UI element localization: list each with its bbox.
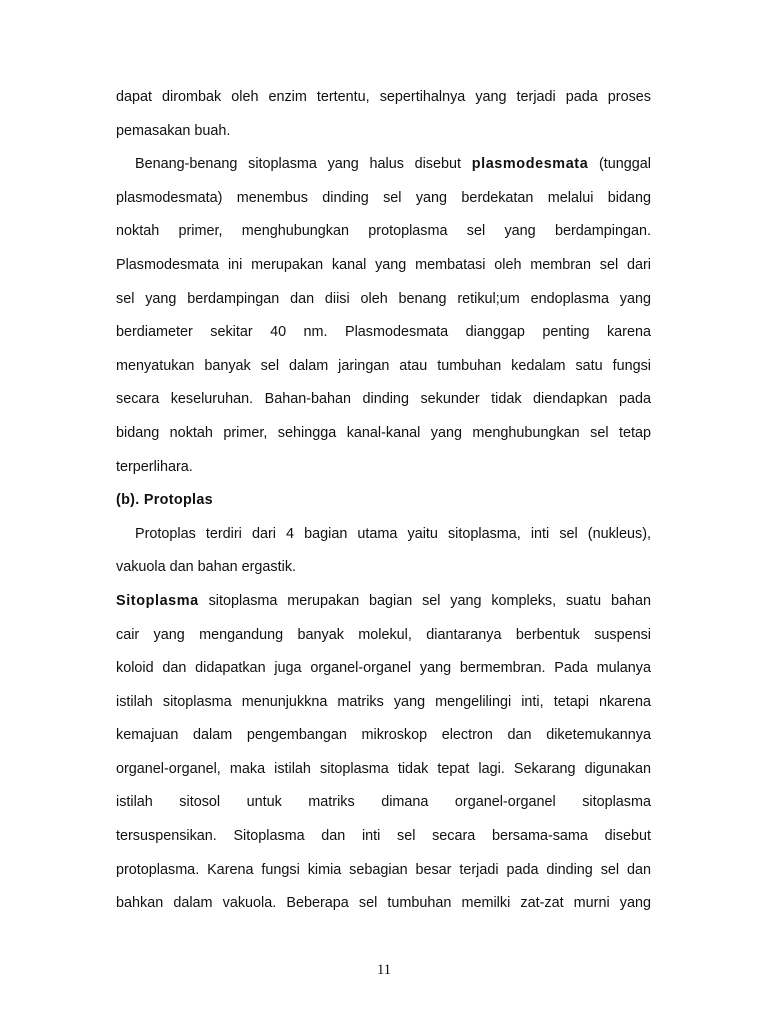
text-line: menyatukan banyak sel dalam jaringan atau tumbuhan kedalam satu fungsi bbox=[116, 357, 651, 374]
text-line: istilah sitoplasma menunjukkna matriks yang mengelilingi inti, tetapi nkarena bbox=[116, 693, 651, 710]
text-line: sel yang berdampingan dan diisi oleh benang retikul;um endoplasma yang bbox=[116, 290, 651, 307]
page-number: 11 bbox=[377, 962, 391, 978]
text-line: noktah primer, menghubungkan protoplasma sel yang berdampingan. bbox=[116, 223, 651, 240]
text-line: protoplasma. Karena fungsi kimia sebagian besar terjadi pada dinding sel dan bbox=[116, 861, 651, 878]
text-line: koloid dan didapatkan juga organel-organel yang bermembran. Pada mulanya bbox=[116, 660, 651, 677]
section-heading: (b). Protoplas bbox=[116, 492, 213, 509]
text-span: sitoplasma merupakan bagian sel yang kompleks, suatu bahan bbox=[208, 592, 651, 609]
text-line: Protoplas terdiri dari 4 bagian utama yaitu sitoplasma, inti sel (nukleus), bbox=[135, 525, 651, 542]
bold-term-sitoplasma: Sitoplasma bbox=[116, 592, 199, 609]
text-line: cair yang mengandung banyak molekul, diantaranya berbentuk suspensi bbox=[116, 626, 651, 643]
text-line: istilah sitosol untuk matriks dimana organel-organel sitoplasma bbox=[116, 794, 651, 811]
text-line: plasmodesmata) menembus dinding sel yang berdekatan melalui bidang bbox=[116, 189, 651, 206]
text-line: dapat dirombak oleh enzim tertentu, sepertihalnya yang terjadi pada proses bbox=[116, 89, 651, 105]
text-line: secara keseluruhan. Bahan-bahan dinding sekunder tidak diendapkan pada bbox=[116, 391, 651, 408]
text-line: bahkan dalam vakuola. Beberapa sel tumbuhan memilki zat-zat murni yang bbox=[116, 895, 651, 912]
text-line: Plasmodesmata ini merupakan kanal yang membatasi oleh membran sel dari bbox=[116, 256, 651, 273]
bold-term-plasmodesmata: plasmodesmata bbox=[471, 156, 589, 173]
text-line bbox=[116, 151, 651, 185]
text-line bbox=[116, 588, 651, 622]
text-line: terperlihara. bbox=[116, 458, 193, 475]
text-line: bidang noktah primer, sehingga kanal-kanal yang menghubungkan sel tetap bbox=[116, 424, 651, 441]
page-body bbox=[116, 84, 651, 924]
text-line: organel-organel, maka istilah sitoplasma tidak tepat lagi. Sekarang digunakan bbox=[116, 760, 651, 777]
text-line: berdiameter sekitar 40 nm. Plasmodesmata dianggap penting karena bbox=[116, 324, 651, 341]
text-line: tersuspensikan. Sitoplasma dan inti sel secara bersama-sama disebut bbox=[116, 828, 651, 845]
text-line: pemasakan buah. bbox=[116, 122, 231, 139]
text-line: kemajuan dalam pengembangan mikroskop electron dan diketemukannya bbox=[116, 727, 651, 744]
text-span: Benang-benang sitoplasma yang halus disebut bbox=[135, 156, 462, 173]
text-line: vakuola dan bahan ergastik. bbox=[116, 559, 297, 576]
text-span: (tunggal bbox=[599, 156, 651, 173]
